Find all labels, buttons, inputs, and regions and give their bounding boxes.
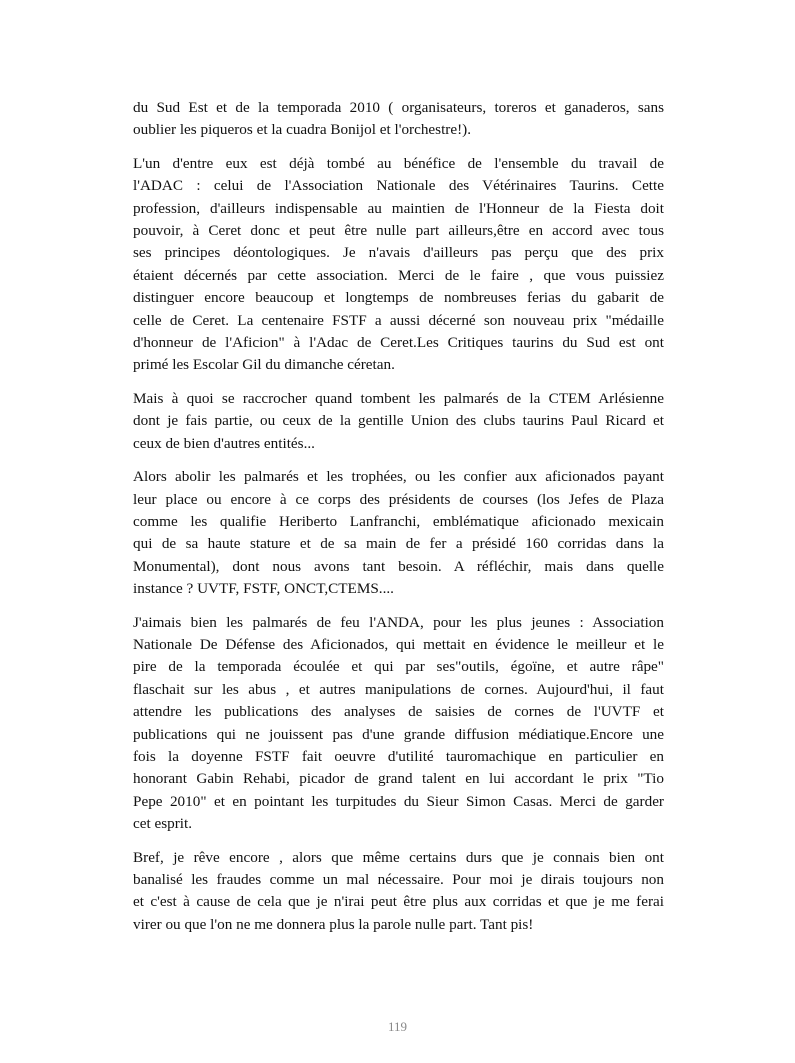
text-line: qui de sa haute stature et de sa main de fer a présidé 160 corridas dans la [133,535,664,553]
text-line: oublier les piqueros et la cuadra Bonijol et l'orchestre!). [133,121,472,139]
text-line: dont je fais partie, ou ceux de la gentille Union des clubs taurins Paul Ricard et [133,412,664,430]
text-line: L'un d'entre eux est déjà tombé au bénéfice de l'ensemble du travail de [133,154,664,172]
text-line: et c'est à cause de cela que je n'irai peut être plus aux corridas et que je me ferai [133,893,664,911]
text-line: flaschait sur les abus , et autres manipulations de cornes. Aujourd'hui, il faut [133,680,664,698]
text-line: publications qui ne jouissent pas d'une grande diffusion médiatique.Encore une [133,725,664,743]
text-line: l'ADAC : celui de l'Association Nationale des Vétérinaires Taurins. Cette [133,177,664,195]
text-line: instance ? UVTF, FSTF, ONCT,CTEMS.... [133,580,394,598]
text-line: pire de la temporada écoulée et qui par ses"outils, égoïne, et autre râpe" [133,658,664,676]
text-line: pouvoir, à Ceret donc et peut être nulle part ailleurs,être en accord avec tous [133,222,664,240]
text-line: primé les Escolar Gil du dimanche céretan. [133,356,395,374]
text-line: profession, d'ailleurs indispensable au maintien de l'Honneur de la Fiesta doit [133,199,664,217]
paragraph-3 [133,388,664,455]
text-line: comme les qualifie Heriberto Lanfranchi, emblématique aficionado mexicain [133,512,664,530]
text-line: celle de Ceret. La centenaire FSTF a aussi décerné son nouveau prix "médaille [133,311,664,329]
paragraph-2 [133,153,664,377]
text-line: banalisé les fraudes comme un mal nécessaire. Pour moi je dirais toujours non [133,871,664,888]
text-line: cet esprit. [133,815,193,833]
text-line: ceux de bien d'autres entités... [133,434,315,452]
text-line: honorant Gabin Rehabi, picador de grand talent en lui accordant le prix "Tio [133,770,664,788]
paragraph-4 [133,466,664,600]
paragraph-6 [133,847,664,937]
text-line: attendre les publications des analyses de saisies de cornes de l'UVTF et [133,703,664,721]
text-line: fois la doyenne FSTF fait oeuvre d'utilité tauromachique en particulier en [133,747,664,765]
text-line: Monumental), dont nous avons tant besoin. A réfléchir, mais dans quelle [133,557,664,575]
text-line: Mais à quoi se raccrocher quand tombent les palmarés de la CTEM Arlésienne [133,389,664,407]
text-line: Pepe 2010" et en pointant les turpitudes du Sieur Simon Casas. Merci de garder [133,792,664,810]
text-line: leur place ou encore à ce corps des présidents de courses (los Jefes de Plaza [133,490,664,508]
paragraph-1 [133,97,664,142]
paragraph-5 [133,612,664,836]
text-line: du Sud Est et de la temporada 2010 ( organisateurs, toreros et ganaderos, sans [133,99,664,116]
page-number: 119 [387,1019,408,1034]
text-line: virer ou que l'on ne me donnera plus la parole nulle part. Tant pis! [133,915,534,933]
text-line: Nationale De Défense des Aficionados, qui mettait en évidence le meilleur et le [133,635,664,653]
text-line: étaient décernés par cette association. Merci de le faire , que vous puissiez [133,266,664,284]
text-line: d'honneur de l'Aficion" à l'Adac de Ceret.Les Critiques taurins du Sud est ont [133,334,664,352]
document-body [133,97,664,947]
text-line: J'aimais bien les palmarés de feu l'ANDA, pour les plus jeunes : Association [133,613,664,631]
text-line: distinguer encore beaucoup et longtemps de nombreuses ferias du gabarit de [133,289,664,307]
text-line: ses principes déontologiques. Je n'avais d'ailleurs pas perçu que des prix [133,244,664,262]
text-line: Bref, je rêve encore , alors que même certains durs que je connais bien ont [133,848,664,866]
text-line: Alors abolir les palmarés et les trophées, ou les confier aux aficionados payant [133,468,664,486]
